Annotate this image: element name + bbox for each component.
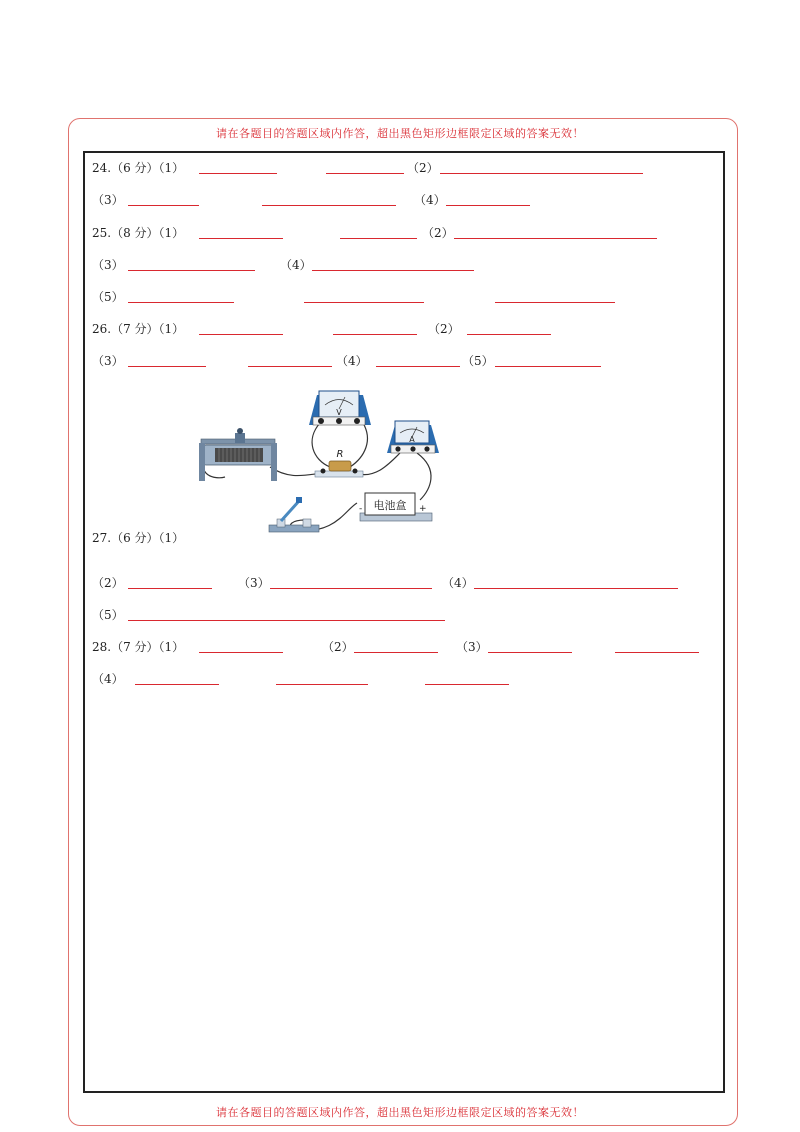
q25-2-blank[interactable]: [454, 238, 657, 239]
rheostat: [199, 428, 277, 481]
q28-2-blank[interactable]: [354, 652, 438, 653]
q28-4a-blank[interactable]: [135, 684, 219, 685]
q25-5-label: （5）: [92, 290, 124, 304]
q27-5-blank[interactable]: [128, 620, 445, 621]
q27-head: 27.（6 分）（1）: [92, 531, 185, 545]
q26-3a-blank[interactable]: [128, 366, 206, 367]
q25-1a-blank[interactable]: [199, 238, 283, 239]
q26-1b-blank[interactable]: [333, 334, 417, 335]
q27-4-label: （4）: [442, 576, 474, 590]
q24-3a-blank[interactable]: [128, 205, 199, 206]
q28-4c-blank[interactable]: [425, 684, 509, 685]
q26-5-blank[interactable]: [495, 366, 601, 367]
battery-label: 电池盒: [373, 499, 407, 512]
q27-3-label: （3）: [238, 576, 270, 590]
q27-2-label: （2）: [92, 576, 124, 590]
q28-4-label: （4）: [92, 672, 124, 686]
q25-2-label: （2）: [422, 226, 454, 240]
q26-2-blank[interactable]: [467, 334, 551, 335]
q26-4-blank[interactable]: [376, 366, 460, 367]
q25-4-label: （4）: [280, 258, 312, 272]
battery-minus: -: [359, 504, 363, 514]
q24-4-blank[interactable]: [446, 205, 530, 206]
q26-1a-blank[interactable]: [199, 334, 283, 335]
q26-5-label: （5）: [462, 354, 494, 368]
q25-5c-blank[interactable]: [495, 302, 615, 303]
battery-box: [359, 493, 432, 521]
q27-3-blank[interactable]: [270, 588, 432, 589]
q28-4b-blank[interactable]: [276, 684, 368, 685]
circuit-figure: [195, 385, 445, 540]
q26-3-label: （3）: [92, 354, 124, 368]
q28-2-label: （2）: [322, 640, 354, 654]
voltmeter: [309, 391, 371, 425]
q25-head: 25.（8 分）（1）: [92, 226, 185, 240]
q26-3b-blank[interactable]: [248, 366, 332, 367]
q25-3-blank[interactable]: [128, 270, 255, 271]
q25-5a-blank[interactable]: [128, 302, 234, 303]
q26-4-label: （4）: [336, 354, 368, 368]
q24-4-label: （4）: [414, 193, 446, 207]
q24-1b-blank[interactable]: [326, 173, 404, 174]
q28-3b-blank[interactable]: [615, 652, 699, 653]
q27-4-blank[interactable]: [474, 588, 678, 589]
battery-plus: +: [419, 504, 427, 514]
resistor-label: R: [336, 449, 344, 460]
answer-region-frame: [83, 151, 725, 1093]
q27-5-label: （5）: [92, 608, 124, 622]
q24-head: 24.（6 分）（1）: [92, 161, 185, 175]
q28-head: 28.（7 分）（1）: [92, 640, 185, 654]
ammeter-label: A: [409, 435, 415, 444]
q26-head: 26.（7 分）（1）: [92, 322, 185, 336]
q28-1-blank[interactable]: [199, 652, 283, 653]
q26-2-label: （2）: [428, 322, 460, 336]
q25-4-blank[interactable]: [312, 270, 474, 271]
q24-2-label: （2）: [407, 161, 439, 175]
q25-5b-blank[interactable]: [304, 302, 424, 303]
q24-1a-blank[interactable]: [199, 173, 277, 174]
q25-3-label: （3）: [92, 258, 124, 272]
q28-3-label: （3）: [456, 640, 488, 654]
q25-1b-blank[interactable]: [340, 238, 417, 239]
switch: [269, 497, 319, 532]
q24-3b-blank[interactable]: [262, 205, 396, 206]
q24-3-label: （3）: [92, 193, 124, 207]
q28-3a-blank[interactable]: [488, 652, 572, 653]
q24-2-blank[interactable]: [440, 173, 643, 174]
voltmeter-label: V: [336, 408, 342, 417]
warning-top: 请在各题目的答题区域内作答，超出黑色矩形边框限定区域的答案无效！: [216, 127, 584, 140]
ammeter: [387, 421, 439, 453]
warning-bottom: 请在各题目的答题区域内作答，超出黑色矩形边框限定区域的答案无效！: [216, 1106, 584, 1119]
q27-2-blank[interactable]: [128, 588, 212, 589]
